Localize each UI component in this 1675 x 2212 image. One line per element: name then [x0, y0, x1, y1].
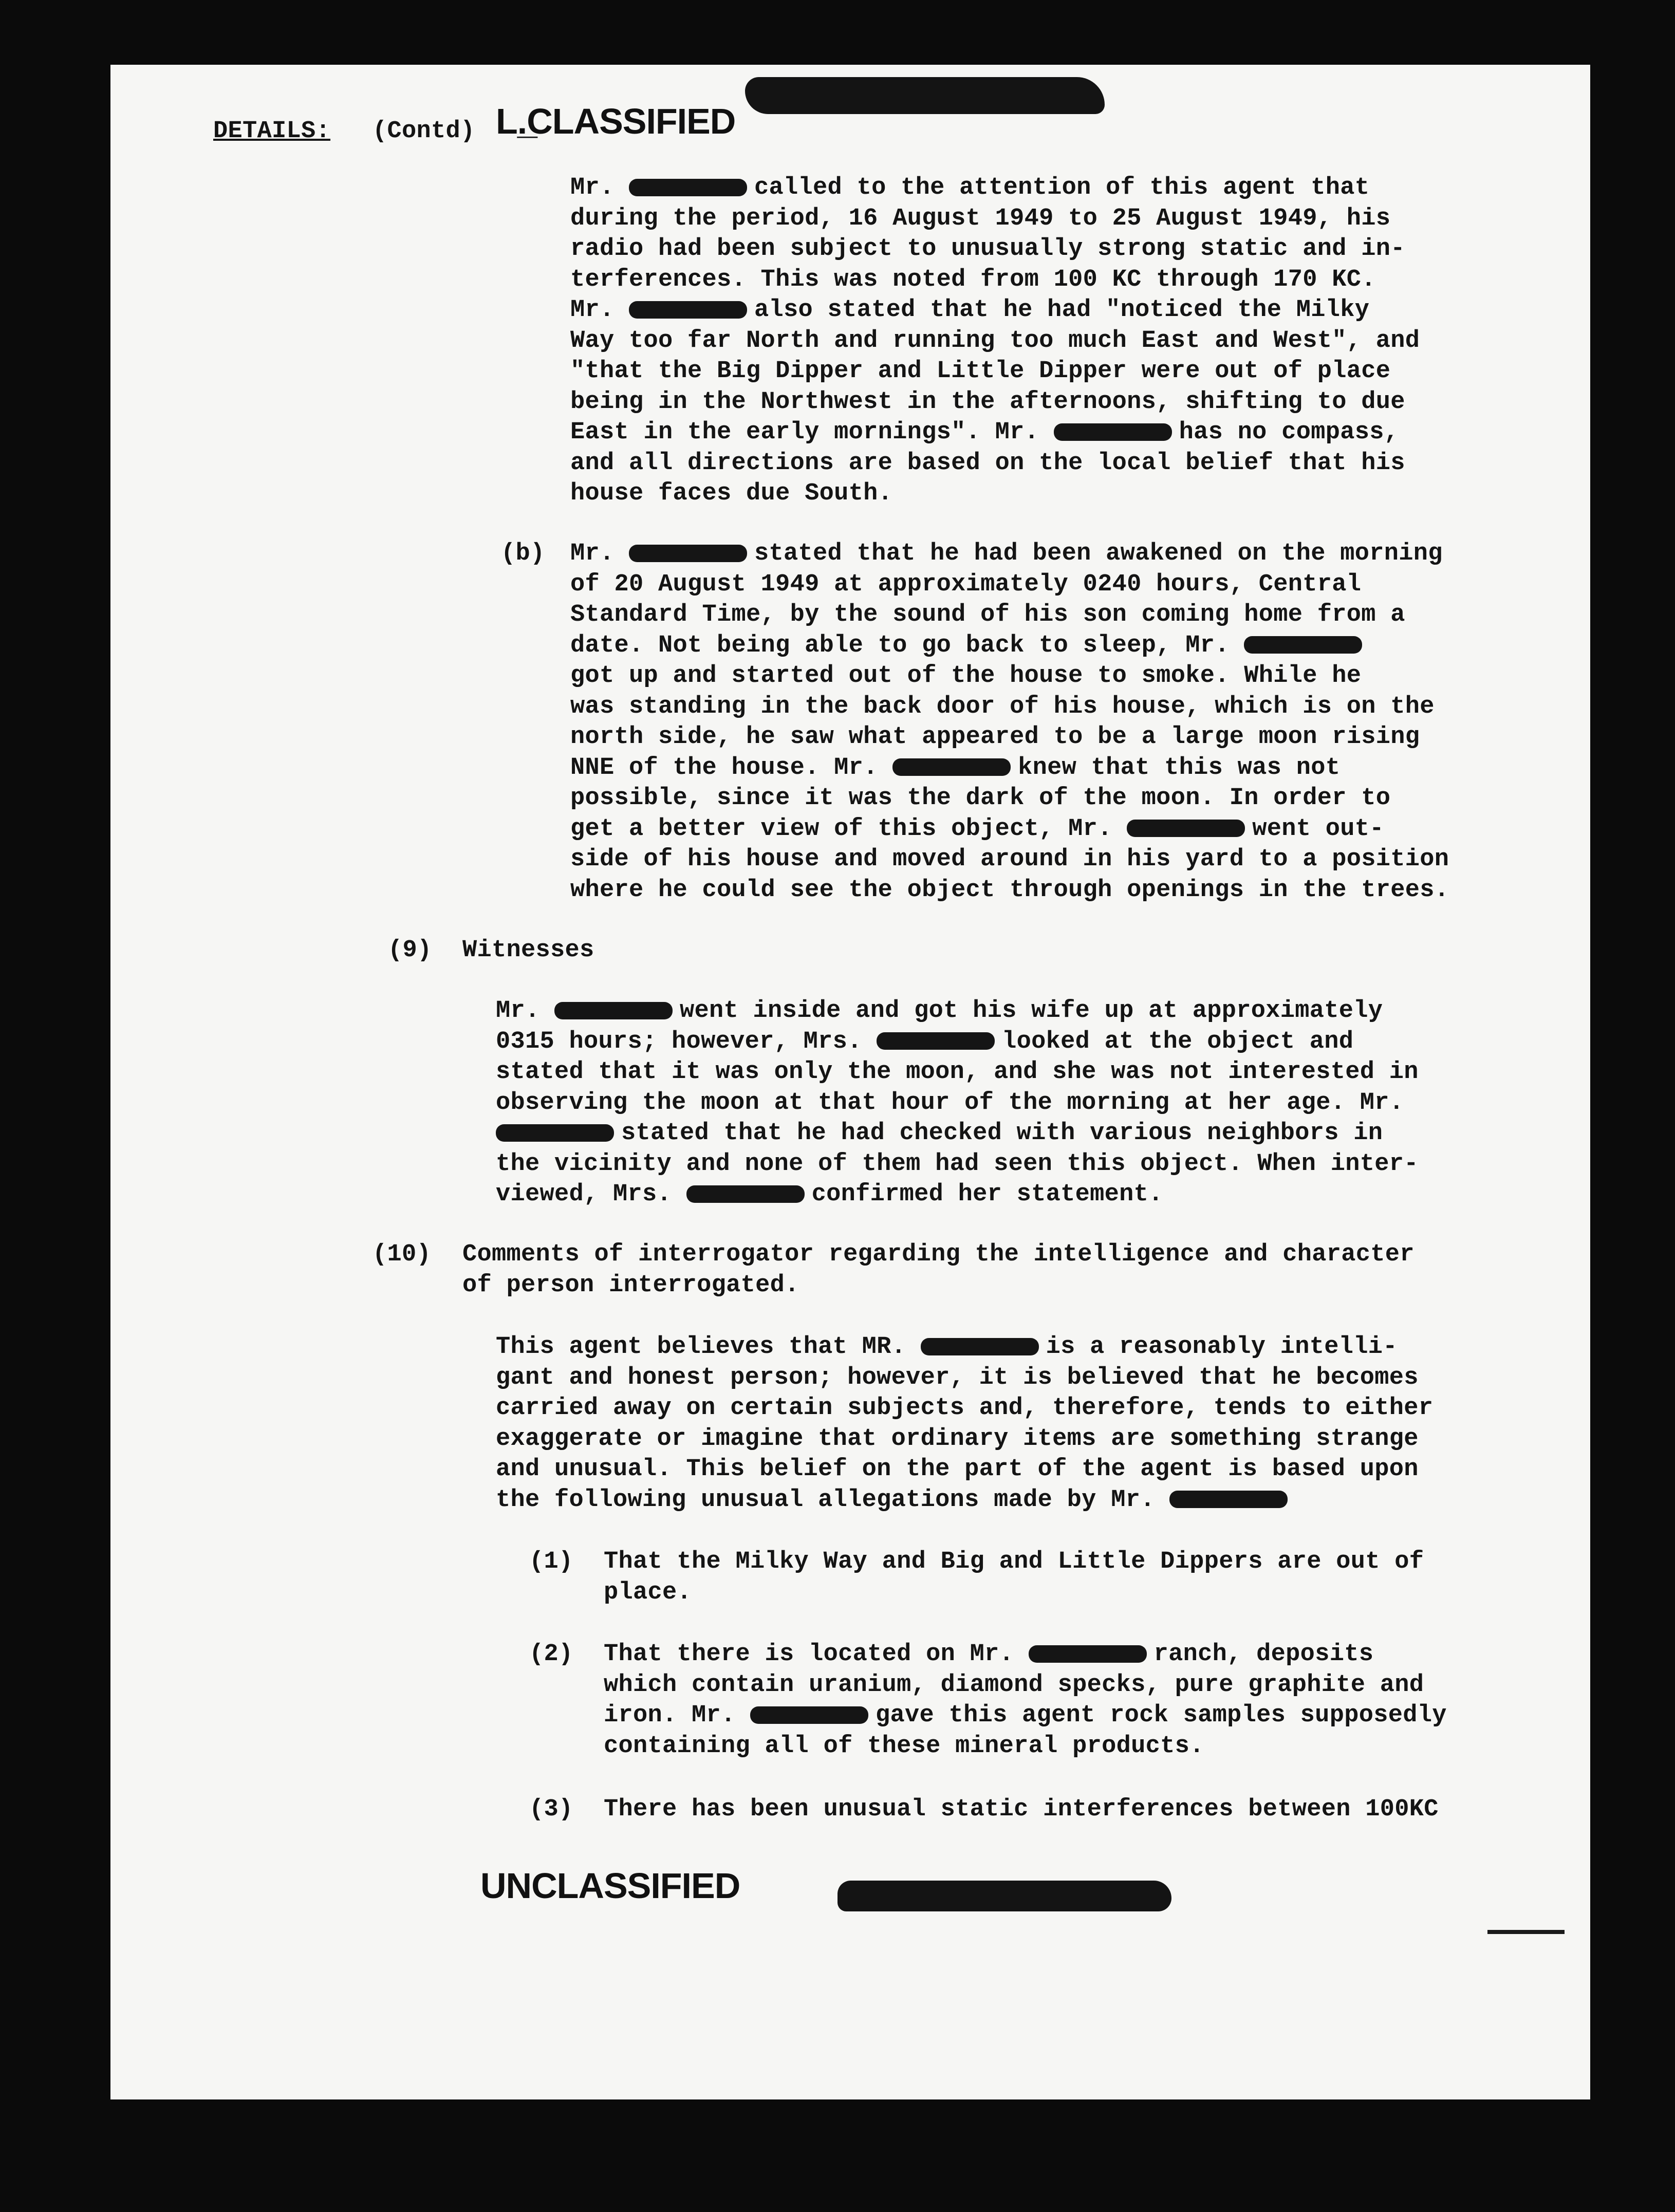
line-text: 0315 hours; however, Mrs. [496, 1028, 877, 1055]
para-b-line [570, 722, 1420, 753]
line-text: date. Not being able to go back to sleep, Mr. [570, 631, 1244, 659]
section-10-line [496, 1332, 1398, 1363]
line-text: went out- [1252, 815, 1384, 843]
line-text: of 20 August 1949 at approximately 0240 hours, Central [570, 570, 1362, 598]
redacted-name [1169, 1491, 1288, 1508]
section-9-marker: (9) [388, 937, 432, 964]
para-a-line [570, 387, 1405, 418]
section-10-line [496, 1363, 1419, 1393]
line-text: where he could see the object through openings in the trees. [570, 876, 1449, 904]
line-text: This agent believes that MR. [496, 1333, 921, 1361]
section-9-line [496, 1027, 1353, 1057]
para-a-line [570, 265, 1376, 295]
redacted-name [629, 545, 747, 562]
line-text: Standard Time, by the sound of his son coming home from a [570, 601, 1405, 628]
classification-stamp-bottom: UNCLASSIFIED [480, 1866, 740, 1906]
line-text: Mr. [570, 296, 629, 324]
edge-mark [1487, 1930, 1565, 1934]
line-text: has no compass, [1179, 419, 1399, 446]
redacted-stamp-bottom [838, 1881, 1171, 1911]
redacted-name [1244, 636, 1362, 654]
line-text: possible, since it was the dark of the moon. In order to [570, 785, 1391, 812]
line-text: carried away on certain subjects and, therefore, tends to either [496, 1395, 1434, 1422]
line-text: went inside and got his wife up at approximately [680, 997, 1383, 1025]
classification-stamp-top: L.̲CLASSIFIED [496, 101, 736, 141]
line-text: That the Milky Way and Big and Little Dippers are out of [604, 1548, 1424, 1575]
section-9-heading: Witnesses [462, 937, 594, 964]
redacted-stamp-top [745, 77, 1105, 114]
line-text: Mr. [570, 540, 629, 567]
para-b-line [570, 783, 1390, 814]
para-b-marker: (b) [501, 540, 545, 567]
section-10-heading: Comments of interrogator regarding the intelligence and character [462, 1241, 1415, 1268]
para-b-line [570, 875, 1449, 906]
allegation-line [604, 1731, 1204, 1762]
line-text: place. [604, 1578, 692, 1606]
details-label: DETAILS: [213, 118, 331, 145]
redacted-name [1029, 1645, 1147, 1663]
section-10-line [496, 1393, 1433, 1424]
section-9-line [496, 1179, 1163, 1210]
line-text: NNE of the house. Mr. [570, 754, 893, 782]
redacted-name [686, 1185, 805, 1203]
allegation-line [604, 1670, 1424, 1701]
para-b-line [570, 753, 1340, 784]
line-text: get a better view of this object, Mr. [570, 815, 1127, 843]
para-b-line [570, 600, 1405, 630]
line-text: stated that he had checked with various neighbors in [621, 1120, 1383, 1147]
allegation-line [604, 1547, 1424, 1577]
line-text: East in the early mornings". Mr. [570, 419, 1054, 446]
section-10-line [496, 1485, 1295, 1516]
section-10-heading: of person interrogated. [462, 1271, 799, 1299]
line-text: stated that he had been awakened on the morning [754, 540, 1443, 567]
section-10-line [496, 1424, 1419, 1455]
redacted-name [496, 1124, 614, 1142]
line-text: was standing in the back door of his house, which is on the [570, 693, 1435, 720]
line-text: house faces due South. [570, 480, 893, 507]
allegation-marker: (1) [529, 1548, 573, 1575]
para-a-line [570, 356, 1390, 387]
line-text: got up and started out of the house to smoke. While he [570, 662, 1362, 690]
contd-label: (Contd) [373, 118, 475, 145]
para-b-line [570, 661, 1361, 692]
redacted-name [892, 758, 1011, 776]
line-text: stated that it was only the moon, and she was not interested in [496, 1058, 1419, 1086]
line-text: knew that this was not [1018, 754, 1341, 782]
para-a-line [570, 448, 1405, 479]
section-10-marker: (10) [373, 1241, 432, 1268]
allegation-line [604, 1794, 1439, 1825]
line-text: looked at the object and [1002, 1028, 1354, 1055]
line-text: gave this agent rock samples supposedly [876, 1702, 1447, 1729]
line-text: the vicinity and none of them had seen this object. When inter- [496, 1150, 1419, 1178]
line-text: is a reasonably intelli- [1046, 1333, 1398, 1361]
para-a-line [570, 173, 1369, 203]
section-9-line [496, 1118, 1383, 1149]
line-text: ranch, deposits [1153, 1641, 1374, 1668]
allegation-line [604, 1639, 1373, 1670]
para-b-line [570, 630, 1369, 661]
line-text: That there is located on Mr. [604, 1641, 1029, 1668]
para-b-line [570, 814, 1384, 845]
para-a-line [570, 295, 1369, 326]
redacted-name [629, 179, 747, 196]
line-text: viewed, Mrs. [496, 1181, 686, 1208]
section-9-line [496, 1088, 1404, 1119]
allegation-line [604, 1577, 692, 1608]
line-text: Way too far North and running too much East and West", and [570, 327, 1420, 355]
line-text: Mr. [496, 997, 555, 1025]
line-text: side of his house and moved around in his yard to a position [570, 846, 1449, 873]
line-text: confirmed her statement. [811, 1181, 1163, 1208]
redacted-name [1054, 423, 1172, 441]
redacted-name [554, 1002, 673, 1019]
line-text: being in the Northwest in the afternoons, shifting to due [570, 388, 1405, 416]
section-9-line [496, 1149, 1419, 1180]
line-text: during the period, 16 August 1949 to 25 August 1949, his [570, 205, 1391, 232]
section-9-line [496, 1057, 1419, 1088]
line-text: radio had been subject to unusually strong static and in- [570, 235, 1405, 263]
line-text: which contain uranium, diamond specks, pure graphite and [604, 1671, 1424, 1699]
line-text: and unusual. This belief on the part of the agent is based upon [496, 1456, 1419, 1483]
para-b-line [570, 569, 1361, 600]
allegation-line [604, 1700, 1447, 1731]
line-text: iron. Mr. [604, 1702, 751, 1729]
para-b-line [570, 844, 1449, 875]
line-text: also stated that he had "noticed the Milky [754, 296, 1370, 324]
redacted-name [921, 1338, 1039, 1355]
line-text: containing all of these mineral products. [604, 1732, 1204, 1760]
redacted-name [629, 301, 747, 319]
redacted-name [1127, 820, 1245, 837]
para-b-line [570, 692, 1435, 722]
line-text: north side, he saw what appeared to be a large moon rising [570, 723, 1420, 751]
line-text: Mr. [570, 174, 629, 201]
para-a-line [570, 478, 892, 509]
redacted-name [750, 1706, 868, 1724]
line-text: gant and honest person; however, it is believed that he becomes [496, 1364, 1419, 1391]
line-text: "that the Big Dipper and Little Dipper were out of place [570, 358, 1391, 385]
line-text: and all directions are based on the local belief that his [570, 449, 1405, 477]
para-a-line [570, 234, 1405, 265]
line-text: terferences. This was noted from 100 KC through 170 KC. [570, 266, 1376, 293]
redacted-name [877, 1032, 995, 1050]
para-a-line [570, 203, 1390, 234]
para-b-line [570, 538, 1443, 569]
line-text: There has been unusual static interferences between 100KC [604, 1796, 1439, 1823]
allegation-marker: (3) [529, 1796, 573, 1823]
line-text: observing the moon at that hour of the morning at her age. Mr. [496, 1089, 1404, 1117]
line-text: exaggerate or imagine that ordinary items are something strange [496, 1425, 1419, 1453]
line-text: called to the attention of this agent that [754, 174, 1370, 201]
para-a-line [570, 326, 1420, 357]
section-9-line [496, 996, 1383, 1027]
section-10-line [496, 1454, 1419, 1485]
allegation-marker: (2) [529, 1641, 573, 1668]
para-a-line [570, 417, 1399, 448]
line-text: the following unusual allegations made by Mr. [496, 1486, 1170, 1514]
